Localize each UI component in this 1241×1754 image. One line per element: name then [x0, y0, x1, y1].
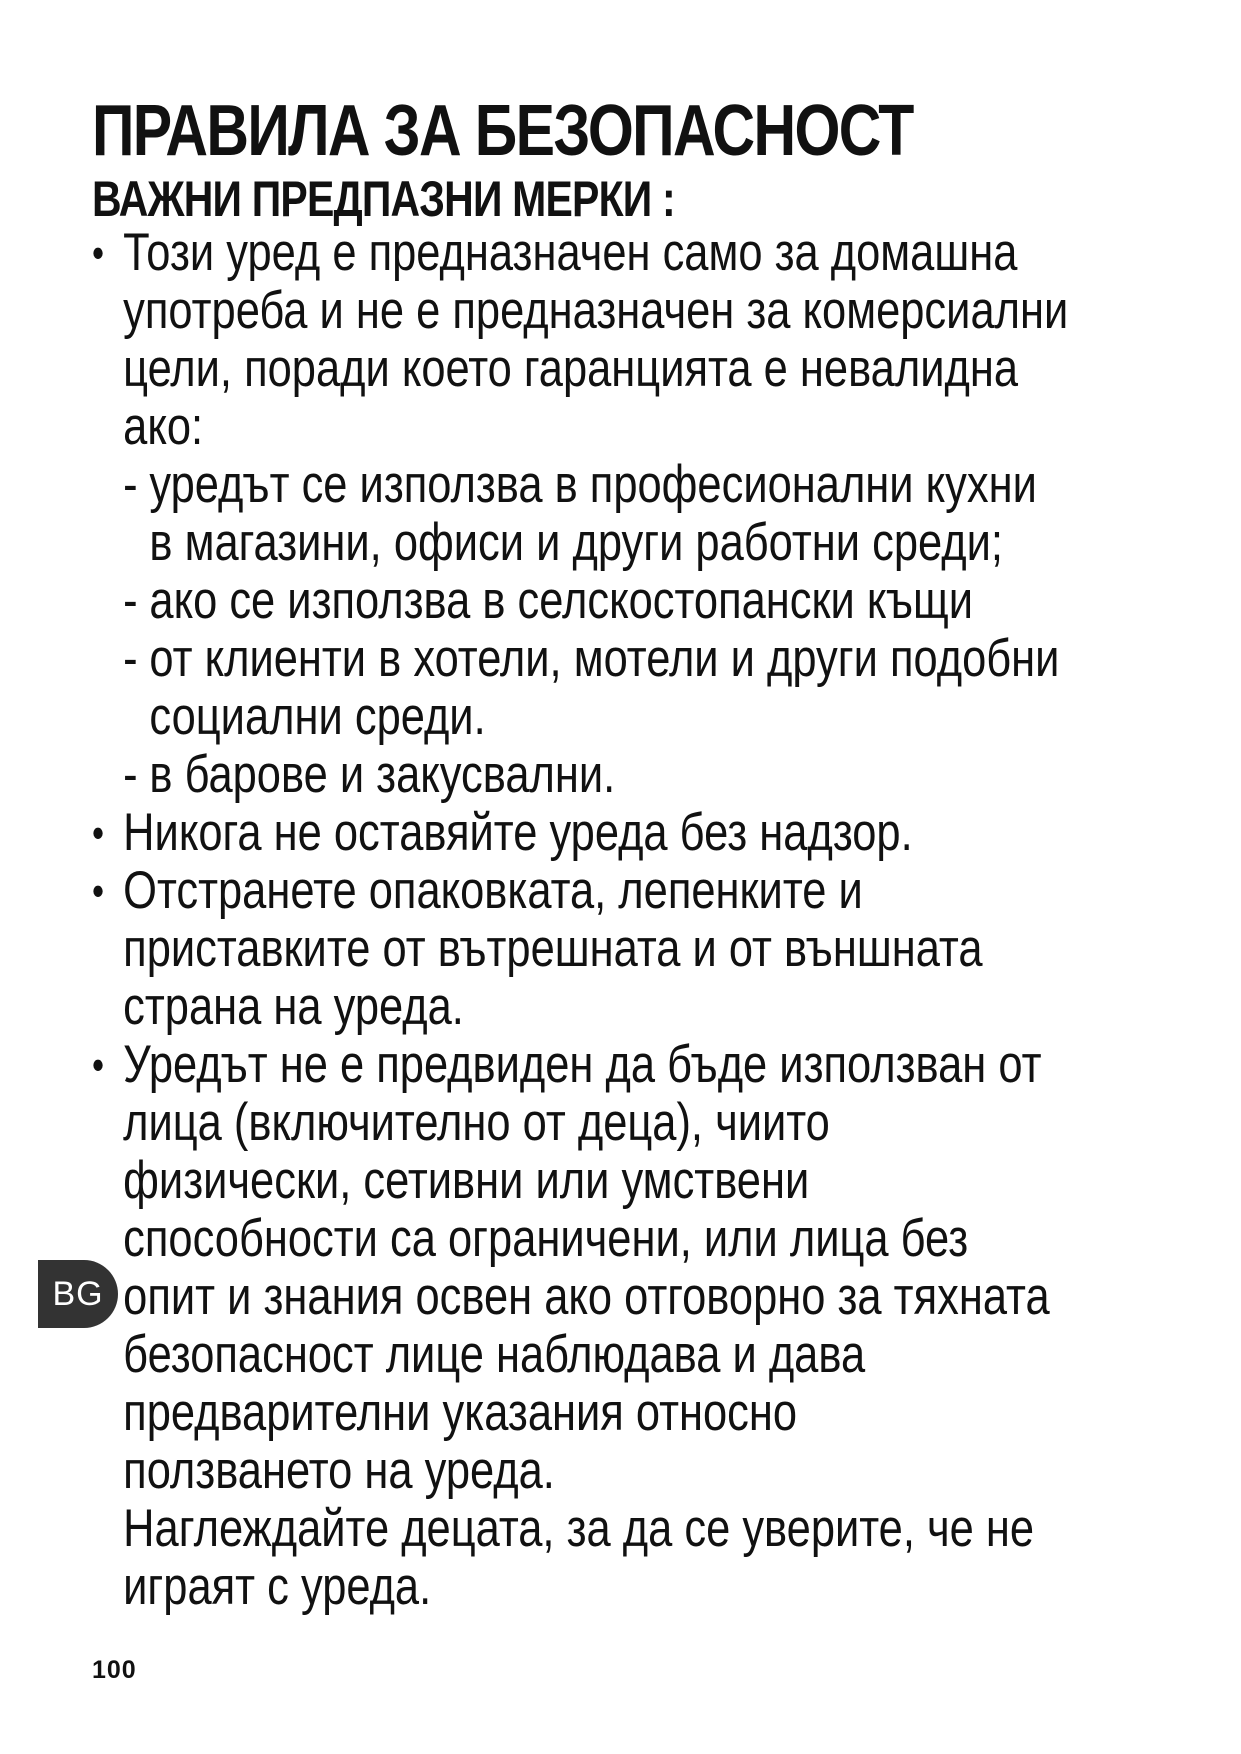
- bullet-marker: •: [92, 1041, 105, 1088]
- language-tab: BG: [38, 1260, 118, 1328]
- text-line: страна на уреда.: [123, 977, 464, 1036]
- text-line: уредът се използва в професионални кухни: [149, 455, 1037, 514]
- bullet-item-restricted-users: [92, 1035, 1042, 1094]
- bullet-item-supervision: [92, 804, 1002, 862]
- dash-item-bars: [92, 746, 1002, 804]
- text-line: физически, сетивни или умствени: [123, 1151, 810, 1210]
- text-line: в барове и закусвални.: [149, 745, 616, 804]
- page-title: ПРАВИЛА ЗА БЕЗОПАСНОСТ: [92, 91, 913, 171]
- text-continuation: [92, 1384, 1002, 1442]
- text-continuation: [92, 1210, 1002, 1268]
- text-continuation: [92, 688, 1002, 746]
- text-continuation: [92, 1152, 1002, 1210]
- text-continuation: [92, 978, 1002, 1036]
- text-continuation: [92, 281, 1069, 340]
- dash-marker: -: [123, 571, 138, 630]
- text-line: ползването на уреда.: [123, 1441, 555, 1500]
- text-line: опит и знания освен ако отговорно за тяхната: [123, 1267, 1050, 1326]
- text-line: Уредът не е предвиден да бъде използван от: [123, 1035, 1042, 1094]
- bullet-marker: •: [92, 229, 105, 276]
- bullet-item-packaging: [92, 862, 1002, 920]
- text-line: Наглеждайте децата, за да се уверите, че не: [123, 1499, 1035, 1558]
- dash-item-professional-kitchens: [92, 455, 1037, 514]
- text-continuation: [92, 398, 1002, 456]
- dash-marker: -: [123, 455, 138, 514]
- text-line: употреба и не е предназначен за комерсиални: [123, 281, 1069, 340]
- text-line: социални среди.: [149, 687, 486, 746]
- dash-marker: -: [123, 629, 138, 688]
- text-line: в магазини, офиси и други работни среди;: [149, 513, 1003, 572]
- text-continuation: [92, 514, 1002, 572]
- text-continuation: [92, 1442, 1002, 1500]
- page-number: 100: [92, 1656, 137, 1684]
- text-continuation: [92, 1094, 1002, 1152]
- text-line: предварителни указания относно: [123, 1383, 798, 1442]
- text-line: безопасност лице наблюдава и дава: [123, 1325, 866, 1384]
- section-subtitle: ВАЖНИ ПРЕДПАЗНИ МЕРКИ :: [92, 171, 675, 227]
- text-line: способности са ограничени, или лица без: [123, 1209, 969, 1268]
- text-line: Този уред е предназначен само за домашна: [123, 223, 1018, 282]
- text-line: от клиенти в хотели, мотели и други подобни: [149, 629, 1060, 688]
- safety-content: [92, 224, 1202, 1616]
- bullet-item-domestic-use: [92, 223, 1018, 282]
- text-line: Отстранете опаковката, лепенките и: [123, 861, 863, 920]
- text-continuation: [92, 339, 1019, 398]
- dash-item-farm-houses: [92, 572, 1002, 630]
- text-line: цели, поради което гаранцията е невалидна: [123, 339, 1019, 398]
- text-line: ако се използва в селскостопански къщи: [149, 571, 974, 630]
- text-continuation: [92, 1267, 1050, 1326]
- text-continuation: [92, 1499, 1035, 1558]
- bullet-marker: •: [92, 809, 105, 856]
- text-line: Никога не оставяйте уреда без надзор.: [123, 803, 913, 862]
- bullet-marker: •: [92, 867, 105, 914]
- text-line: играят с уреда.: [123, 1557, 432, 1616]
- text-line: лица (включително от деца), чиито: [123, 1093, 830, 1152]
- text-continuation: [92, 920, 1002, 978]
- dash-marker: -: [123, 745, 138, 804]
- text-line: приставките от вътрешната и от външната: [123, 919, 983, 978]
- text-line: ако:: [123, 397, 204, 456]
- dash-item-hotel-clients: [92, 629, 1060, 688]
- text-continuation: [92, 1558, 1002, 1616]
- text-continuation: [92, 1326, 1002, 1384]
